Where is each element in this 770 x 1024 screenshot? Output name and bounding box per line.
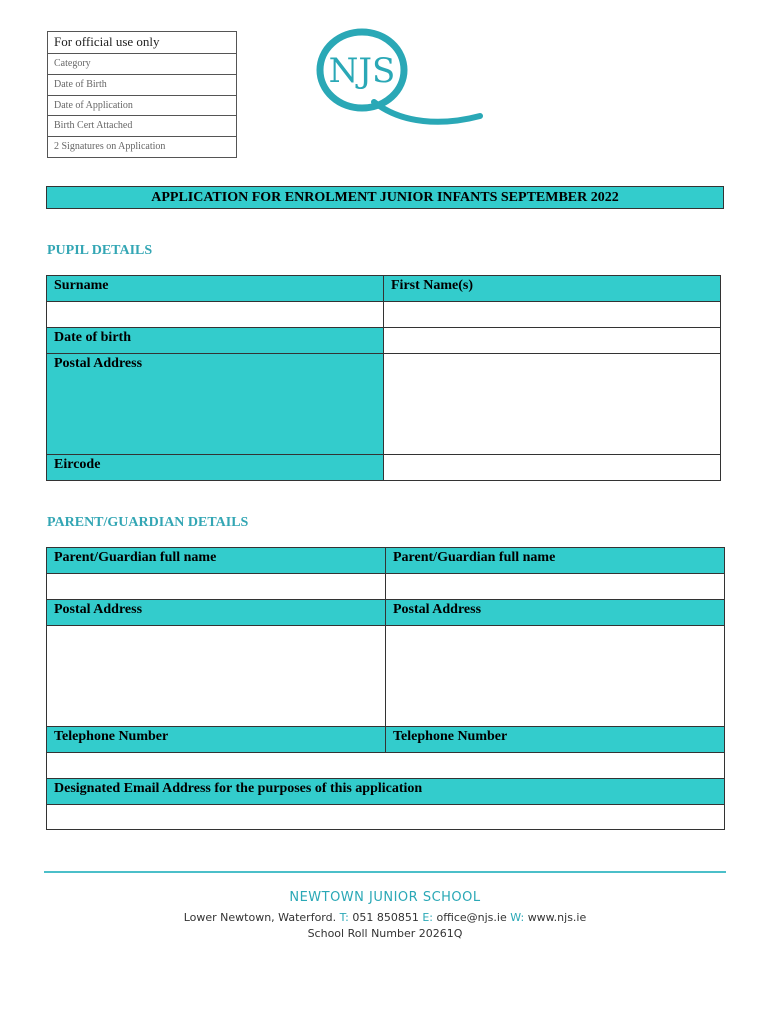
official-use-box: [47, 31, 237, 158]
footer-w-label: W:: [510, 911, 525, 924]
footer-contact-line: [0, 911, 770, 924]
surname-field[interactable]: [47, 302, 384, 328]
parent1-name-label: Parent/Guardian full name: [47, 548, 386, 574]
first-names-field[interactable]: [384, 302, 721, 328]
footer-email: office@njs.ie: [436, 911, 507, 924]
parent2-name-field[interactable]: [386, 574, 725, 600]
footer-roll-number: School Roll Number 20261Q: [307, 927, 463, 940]
footer-address: Lower Newtown, Waterford.: [183, 911, 337, 924]
form-title: APPLICATION FOR ENROLMENT JUNIOR INFANTS SEPTEMBER 2022: [46, 186, 724, 209]
official-use-heading: For official use only: [54, 34, 160, 49]
official-row-category: Category: [48, 53, 236, 74]
parent2-address-field[interactable]: [386, 626, 725, 727]
parent2-telephone-label: Telephone Number: [386, 727, 725, 753]
email-field[interactable]: [47, 805, 725, 830]
official-row-birth-cert: Birth Cert Attached: [48, 115, 236, 136]
dob-label: Date of birth: [47, 328, 384, 354]
pupil-postal-address-field[interactable]: [384, 354, 721, 455]
official-row-signatures: 2 Signatures on Application: [48, 136, 236, 157]
parent1-address-label: Postal Address: [47, 600, 386, 626]
pupil-postal-address-label: Postal Address: [47, 354, 384, 455]
footer-school-name: NEWTOWN JUNIOR SCHOOL: [289, 890, 481, 905]
footer-web: www.njs.ie: [527, 911, 587, 924]
footer-t-label: T:: [339, 911, 349, 924]
parent1-telephone-label: Telephone Number: [47, 727, 386, 753]
parent-details-table: [46, 547, 725, 830]
official-row-date-of-application: Date of Application: [48, 95, 236, 116]
footer-e-label: E:: [422, 911, 433, 924]
parent1-name-field[interactable]: [47, 574, 386, 600]
eircode-field[interactable]: [384, 455, 721, 481]
footer-divider: [44, 871, 726, 873]
parent2-address-label: Postal Address: [386, 600, 725, 626]
logo-text: NJS: [328, 51, 396, 91]
telephone-field[interactable]: [47, 753, 725, 779]
parent2-name-label: Parent/Guardian full name: [386, 548, 725, 574]
official-row-date-of-birth: Date of Birth: [48, 74, 236, 95]
parent-details-heading: PARENT/GUARDIAN DETAILS: [47, 515, 249, 530]
eircode-label: Eircode: [47, 455, 384, 481]
email-label: Designated Email Address for the purposes of this application: [47, 779, 725, 805]
footer-phone: 051 850851: [352, 911, 419, 924]
pupil-details-heading: PUPIL DETAILS: [47, 243, 153, 258]
parent1-address-field[interactable]: [47, 626, 386, 727]
first-names-label: First Name(s): [384, 276, 721, 302]
dob-field[interactable]: [384, 328, 721, 354]
surname-label: Surname: [47, 276, 384, 302]
pupil-details-table: [46, 275, 721, 481]
njs-logo: [312, 26, 484, 126]
